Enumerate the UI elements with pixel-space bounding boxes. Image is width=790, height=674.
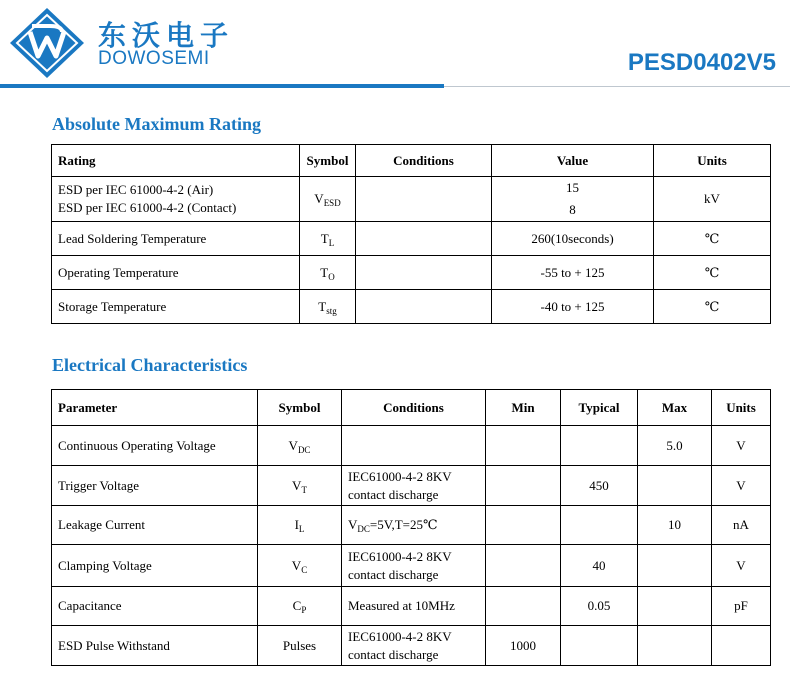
header-rule <box>0 84 444 88</box>
page-header <box>0 0 790 90</box>
ec-cell-units: V <box>712 426 771 466</box>
ec-cell-typical <box>561 426 638 466</box>
amr-cell-value: 260(10seconds) <box>492 222 654 256</box>
amr-cell-units: ℃ <box>654 256 771 290</box>
ec-header-row <box>52 390 771 426</box>
part-number-title: PESD0402V5 <box>627 49 776 76</box>
ec-cell-max: 10 <box>638 506 712 545</box>
amr-cell-value: -55 to + 125 <box>492 256 654 290</box>
ec-header-conditions: Conditions <box>342 390 486 426</box>
ec-cell-conditions: IEC61000-4-2 8KV contact discharge <box>342 545 486 587</box>
ec-cell-symbol: $C_P$ <box>258 587 342 626</box>
ec-cell-units: V <box>712 545 771 587</box>
amr-cell-conditions <box>356 290 492 324</box>
ec-header-typical: Typical <box>561 390 638 426</box>
ec-cell-symbol: $I_L$ <box>258 506 342 545</box>
amr-cell-value: -40 to + 125 <box>492 290 654 324</box>
amr-cell-conditions <box>356 177 492 222</box>
ec-cell-parameter: Continuous Operating Voltage <box>52 426 258 466</box>
amr-header-value: Value <box>492 145 654 177</box>
ec-cell-typical: 40 <box>561 545 638 587</box>
brand-name-english: DOWOSEMI <box>98 48 210 69</box>
ec-cell-min <box>486 466 561 506</box>
ec-cell-max: 5.0 <box>638 426 712 466</box>
ec-table <box>51 389 771 666</box>
ec-cell-conditions: IEC61000-4-2 8KV contact discharge <box>342 626 486 666</box>
amr-cell-conditions <box>356 256 492 290</box>
ec-header-max: Max <box>638 390 712 426</box>
table-row <box>52 256 771 290</box>
table-row <box>52 506 771 545</box>
amr-cell-rating: ESD per IEC 61000-4-2 (Air) ESD per IEC 61000-4-2 (Contact) <box>52 177 300 222</box>
table-row <box>52 626 771 666</box>
ec-cell-parameter: Leakage Current <box>52 506 258 545</box>
ec-cell-conditions: IEC61000-4-2 8KV contact discharge <box>342 466 486 506</box>
brand-name-chinese: 东沃电子 <box>98 19 235 52</box>
table-row <box>52 290 771 324</box>
header-rule-thin <box>444 86 790 87</box>
ec-cell-symbol: $V_{DC}$ <box>258 426 342 466</box>
ec-cell-typical <box>561 506 638 545</box>
amr-header-units: Units <box>654 145 771 177</box>
ec-cell-max <box>638 626 712 666</box>
amr-cell-value: 15 8 <box>492 177 654 222</box>
ec-cell-conditions: Measured at 10MHz <box>342 587 486 626</box>
ec-cell-parameter: Capacitance <box>52 587 258 626</box>
ec-header-parameter: Parameter <box>52 390 258 426</box>
table-row <box>52 466 771 506</box>
dowosemi-logo-icon <box>8 6 86 80</box>
table-row <box>52 545 771 587</box>
table-row <box>52 222 771 256</box>
ec-cell-symbol: $V_T$ <box>258 466 342 506</box>
amr-cell-symbol: $V_{ESD}$ <box>300 177 356 222</box>
amr-header-rating: Rating <box>52 145 300 177</box>
ec-cell-parameter: ESD Pulse Withstand <box>52 626 258 666</box>
ec-cell-units <box>712 626 771 666</box>
amr-cell-symbol: $T_L$ <box>300 222 356 256</box>
ec-cell-typical: 0.05 <box>561 587 638 626</box>
amr-cell-units: ℃ <box>654 222 771 256</box>
ec-cell-max <box>638 587 712 626</box>
amr-cell-units: ℃ <box>654 290 771 324</box>
ec-cell-symbol: Pulses <box>258 626 342 666</box>
amr-section-title: Absolute Maximum Rating <box>52 114 262 134</box>
ec-cell-min <box>486 426 561 466</box>
ec-cell-units: nA <box>712 506 771 545</box>
ec-cell-min <box>486 506 561 545</box>
ec-cell-typical <box>561 626 638 666</box>
ec-cell-typical: 450 <box>561 466 638 506</box>
ec-cell-max <box>638 545 712 587</box>
amr-cell-symbol: $T_{stg}$ <box>300 290 356 324</box>
amr-table <box>51 144 771 324</box>
ec-cell-conditions <box>342 426 486 466</box>
ec-cell-symbol: $V_C$ <box>258 545 342 587</box>
amr-cell-symbol: $T_O$ <box>300 256 356 290</box>
amr-cell-rating: Storage Temperature <box>52 290 300 324</box>
amr-header-conditions: Conditions <box>356 145 492 177</box>
ec-header-min: Min <box>486 390 561 426</box>
ec-cell-min <box>486 587 561 626</box>
ec-cell-parameter: Trigger Voltage <box>52 466 258 506</box>
amr-cell-units: kV <box>654 177 771 222</box>
ec-header-symbol: Symbol <box>258 390 342 426</box>
ec-cell-units: V <box>712 466 771 506</box>
table-row <box>52 426 771 466</box>
amr-header-symbol: Symbol <box>300 145 356 177</box>
ec-header-units: Units <box>712 390 771 426</box>
amr-cell-rating: Lead Soldering Temperature <box>52 222 300 256</box>
amr-header-row <box>52 145 771 177</box>
amr-cell-conditions <box>356 222 492 256</box>
table-row <box>52 587 771 626</box>
ec-section-title: Electrical Characteristics <box>52 355 248 375</box>
ec-cell-conditions: $V_{DC}=5V,T=25℃$ <box>342 506 486 545</box>
table-row <box>52 177 771 222</box>
ec-cell-min <box>486 545 561 587</box>
ec-cell-min: 1000 <box>486 626 561 666</box>
amr-cell-rating: Operating Temperature <box>52 256 300 290</box>
ec-cell-units: pF <box>712 587 771 626</box>
ec-cell-max <box>638 466 712 506</box>
ec-cell-parameter: Clamping Voltage <box>52 545 258 587</box>
